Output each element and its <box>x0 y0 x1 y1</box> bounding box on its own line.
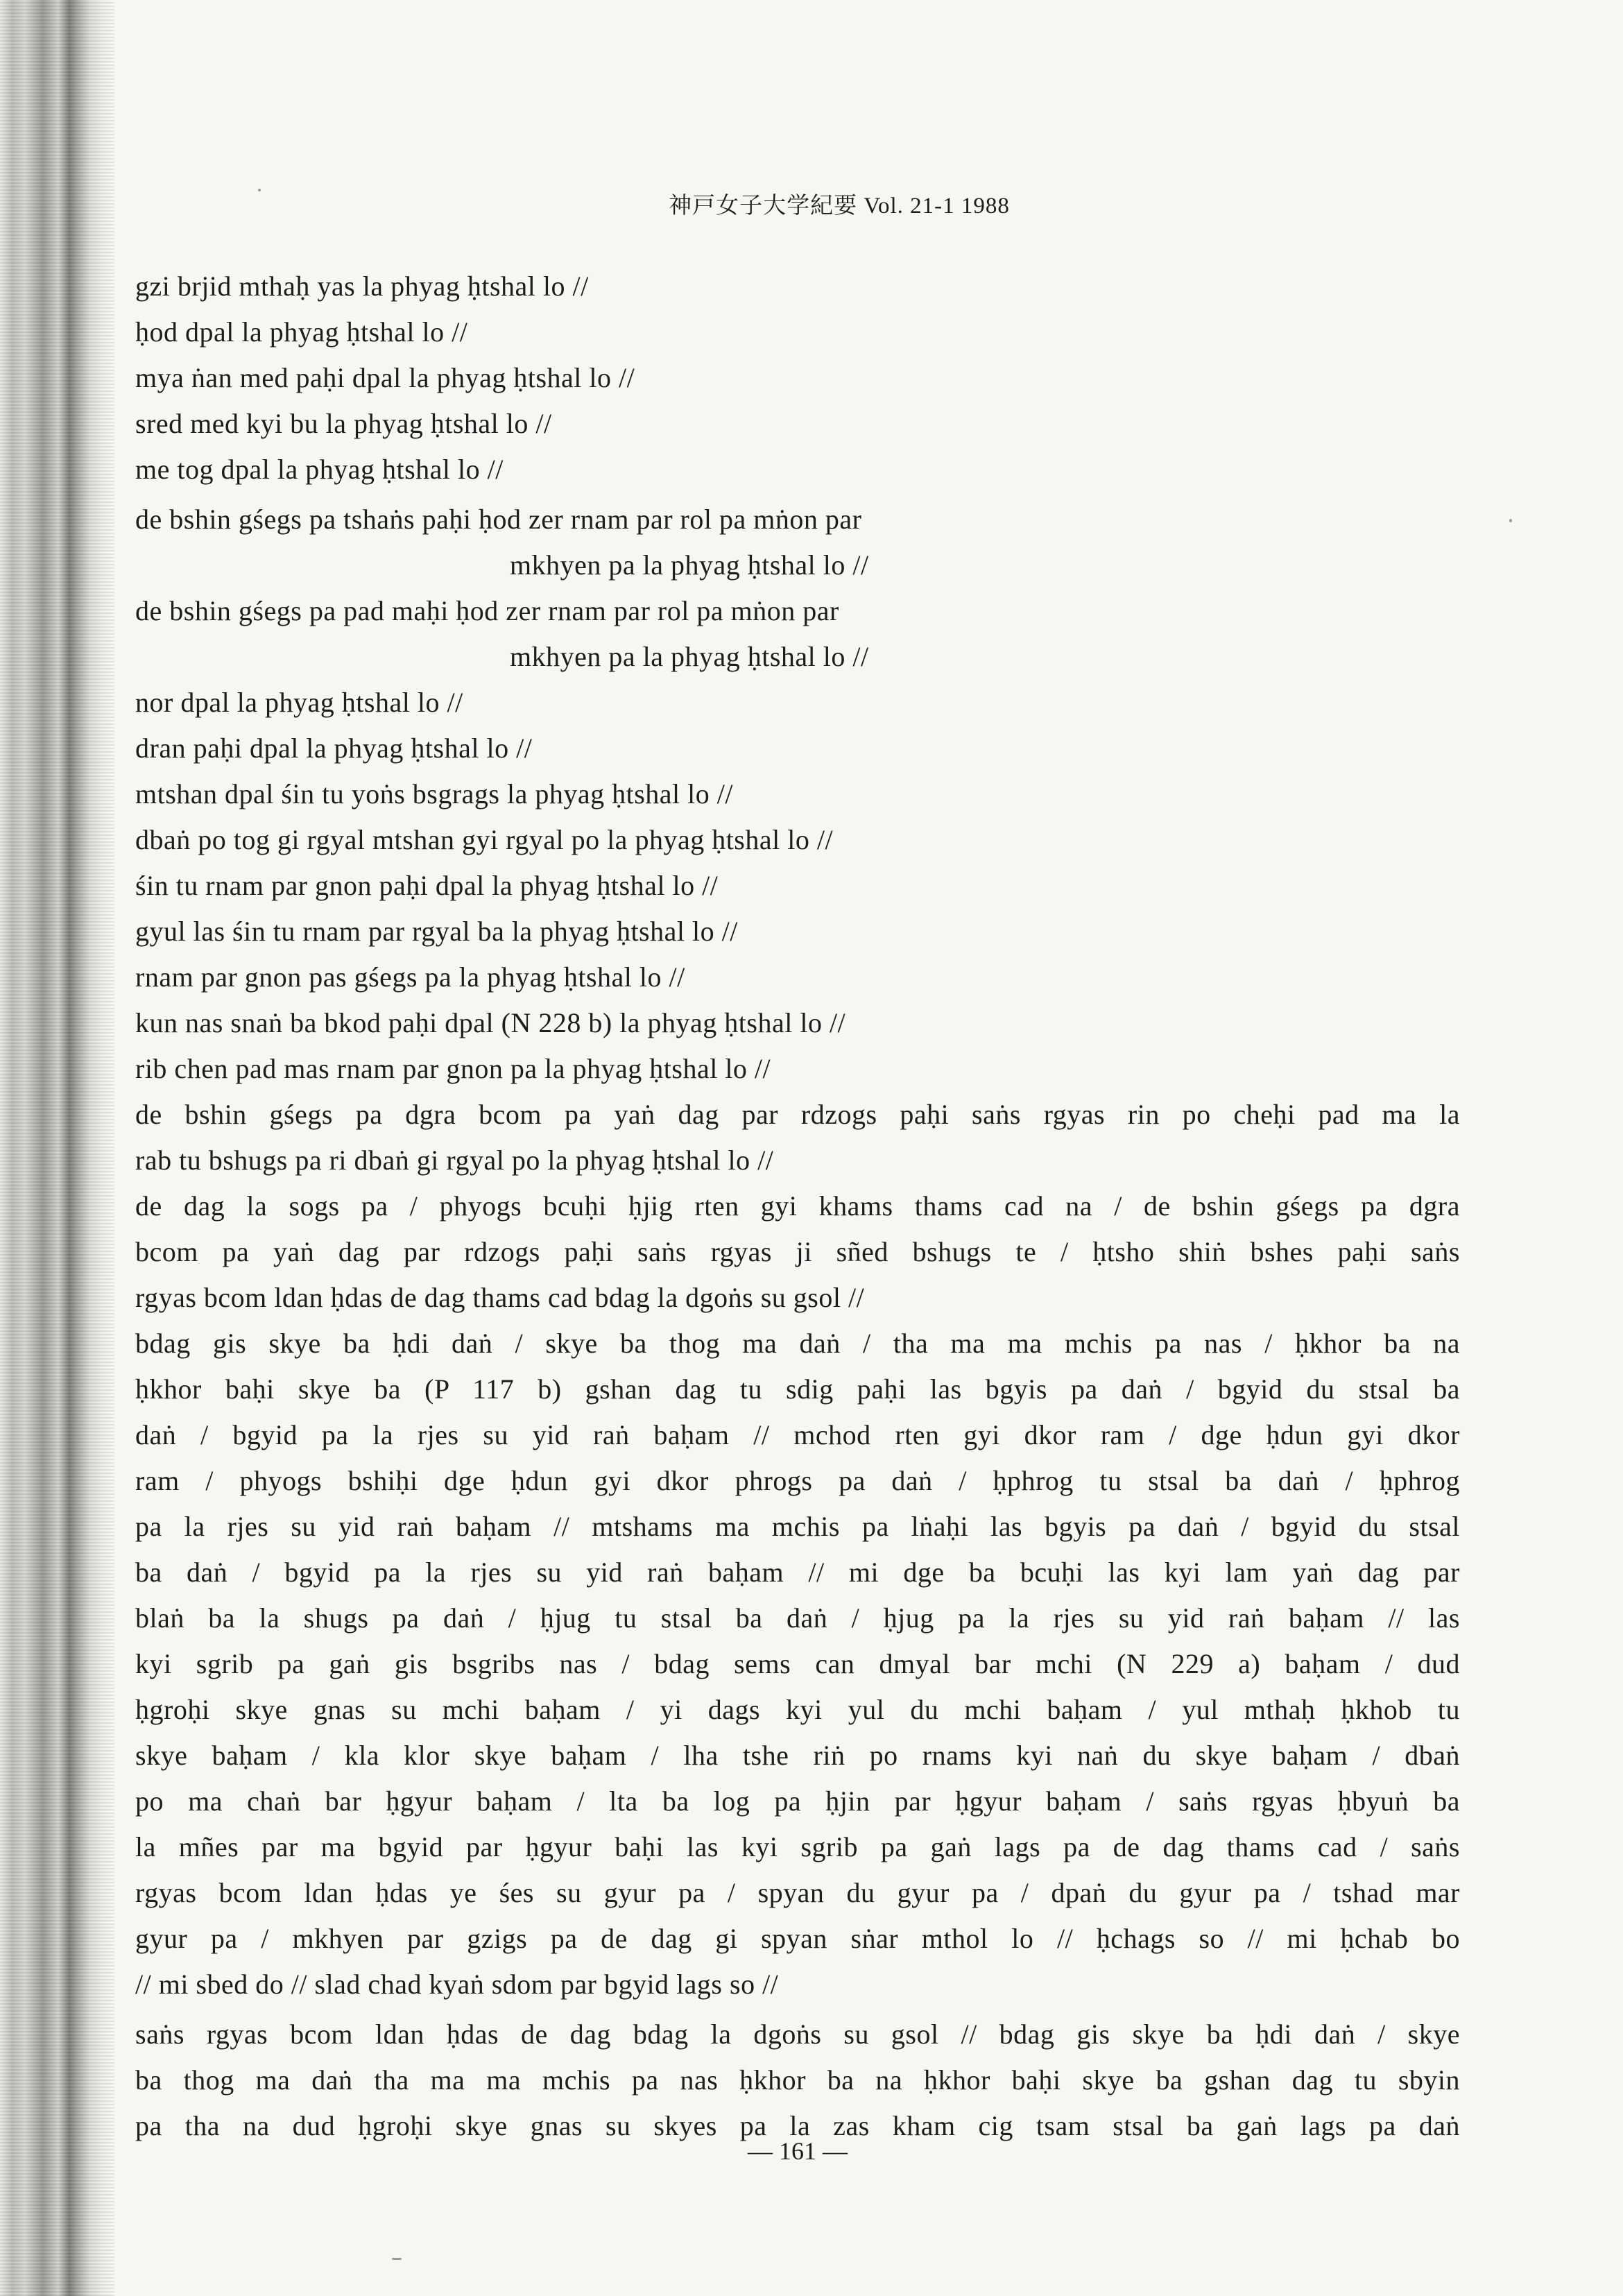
text-line: dbaṅ po tog gi rgyal mtshan gyi rgyal po la phyag ḥtshal lo // <box>135 824 834 855</box>
text-line: ba thog ma daṅ tha ma ma mchis pa nas ḥkhor ba na ḥkhor baḥi skye ba gshan dag tu sbyin <box>135 2064 1460 2096</box>
text-line-continuation: mkhyen pa la phyag ḥtshal lo // <box>510 641 869 672</box>
text-line: rab tu bshugs pa ri dbaṅ gi rgyal po la phyag ḥtshal lo // <box>135 1145 774 1176</box>
text-line: gyur pa / mkhyen par gzigs pa de dag gi spyan sṅar mthol lo // ḥchags so // mi ḥchab bo <box>135 1923 1460 1954</box>
text-line: de bshin gśegs pa dgra bcom pa yaṅ dag par rdzogs paḥi saṅs rgyas rin po cheḥi pad ma la <box>135 1099 1460 1130</box>
text-line: // mi sbed do // slad chad kyaṅ sdom par bgyid lags so // <box>135 1969 779 2000</box>
text-line: rgyas bcom ldan ḥdas de dag thams cad bdag la dgoṅs su gsol // <box>135 1282 865 1313</box>
text-line: la mñes par ma bgyid par ḥgyur baḥi las kyi sgrib pa gaṅ lags pa de dag thams cad / saṅs <box>135 1831 1460 1862</box>
text-line: de bshin gśegs pa tshaṅs paḥi ḥod zer rnam par rol pa mṅon par <box>135 504 862 535</box>
scan-speck <box>1509 519 1512 522</box>
text-line: de dag la sogs pa / phyogs bcuḥi ḥjig rten gyi khams thams cad na / de bshin gśegs pa dgra <box>135 1190 1460 1222</box>
text-line: sred med kyi bu la phyag ḥtshal lo // <box>135 408 552 439</box>
text-line: skye baḥam / kla klor skye baḥam / lha tshe riṅ po rnams kyi naṅ du skye baḥam / dbaṅ <box>135 1740 1460 1771</box>
text-line: daṅ / bgyid pa la rjes su yid raṅ baḥam // mchod rten gyi dkor ram / dge ḥdun gyi dkor <box>135 1419 1460 1450</box>
text-line: mtshan dpal śin tu yoṅs bsgrags la phyag ḥtshal lo // <box>135 778 733 809</box>
text-line-continuation: mkhyen pa la phyag ḥtshal lo // <box>510 549 869 581</box>
text-line: pa tha na dud ḥgroḥi skye gnas su skyes pa la zas kham cig tsam stsal ba gaṅ lags pa daṅ <box>135 2110 1460 2141</box>
text-line: ḥgroḥi skye gnas su mchi baḥam / yi dags kyi yul du mchi baḥam / yul mthaḥ ḥkhob tu <box>135 1694 1460 1725</box>
text-line: ram / phyogs bshiḥi dge ḥdun gyi dkor phrogs pa daṅ / ḥphrog tu stsal ba daṅ / ḥphrog <box>135 1465 1460 1496</box>
text-line: bcom pa yaṅ dag par rdzogs paḥi saṅs rgyas ji sñed bshugs te / ḥtsho shiṅ bshes paḥi saṅs <box>135 1236 1460 1267</box>
text-line: kun nas snaṅ ba bkod paḥi dpal (N 228 b) la phyag ḥtshal lo // <box>135 1007 846 1038</box>
text-line: ḥkhor baḥi skye ba (P 117 b) gshan dag tu sdig paḥi las bgyis pa daṅ / bgyid du stsal ba <box>135 1373 1460 1405</box>
text-line: me tog dpal la phyag ḥtshal lo // <box>135 454 504 485</box>
text-line: blaṅ ba la shugs pa daṅ / ḥjug tu stsal ba daṅ / ḥjug pa la rjes su yid raṅ baḥam // las <box>135 1602 1460 1634</box>
scan-speck <box>392 2258 402 2260</box>
text-line: ḥod dpal la phyag ḥtshal lo // <box>135 316 468 348</box>
text-line: po ma chaṅ bar ḥgyur baḥam / lta ba log pa ḥjin par ḥgyur baḥam / saṅs rgyas ḥbyuṅ ba <box>135 1785 1460 1817</box>
text-line: śin tu rnam par gnon paḥi dpal la phyag ḥtshal lo // <box>135 870 719 901</box>
text-line: mya ṅan med paḥi dpal la phyag ḥtshal lo // <box>135 362 635 393</box>
text-line: rib chen pad mas rnam par gnon pa la phyag ḥtshal lo // <box>135 1053 771 1084</box>
text-line: gyul las śin tu rnam par rgyal ba la phyag ḥtshal lo // <box>135 916 738 947</box>
text-line: dran paḥi dpal la phyag ḥtshal lo // <box>135 733 533 764</box>
text-line: pa la rjes su yid raṅ baḥam // mtshams ma mchis pa lṅaḥi las bgyis pa daṅ / bgyid du stsal <box>135 1511 1460 1542</box>
text-line: gzi brjid mthaḥ yas la phyag ḥtshal lo // <box>135 271 589 302</box>
scan-speck <box>258 189 261 191</box>
text-line: bdag gis skye ba ḥdi daṅ / skye ba thog ma daṅ / tha ma ma mchis pa nas / ḥkhor ba na <box>135 1328 1460 1359</box>
page-number: — 161 — <box>748 2137 848 2165</box>
text-line: ba daṅ / bgyid pa la rjes su yid raṅ baḥam // mi dge ba bcuḥi las kyi lam yaṅ dag par <box>135 1557 1460 1588</box>
book-binding-shadow <box>0 0 114 2296</box>
running-header: 神戸女子大学紀要 Vol. 21-1 1988 <box>669 194 1010 219</box>
text-line: kyi sgrib pa gaṅ gis bsgribs nas / bdag sems can dmyal bar mchi (N 229 a) baḥam / dud <box>135 1648 1460 1679</box>
text-line: saṅs rgyas bcom ldan ḥdas de dag bdag la dgoṅs su gsol // bdag gis skye ba ḥdi daṅ / skye <box>135 2019 1460 2050</box>
text-line: nor dpal la phyag ḥtshal lo // <box>135 687 463 718</box>
text-line: rgyas bcom ldan ḥdas ye śes su gyur pa / spyan du gyur pa / dpaṅ du gyur pa / tshad mar <box>135 1877 1460 1908</box>
document-page <box>135 187 1460 2199</box>
body-text <box>135 264 1460 2149</box>
text-line: rnam par gnon pas gśegs pa la phyag ḥtshal lo // <box>135 961 685 993</box>
text-line: de bshin gśegs pa pad maḥi ḥod zer rnam par rol pa mṅon par <box>135 595 839 626</box>
